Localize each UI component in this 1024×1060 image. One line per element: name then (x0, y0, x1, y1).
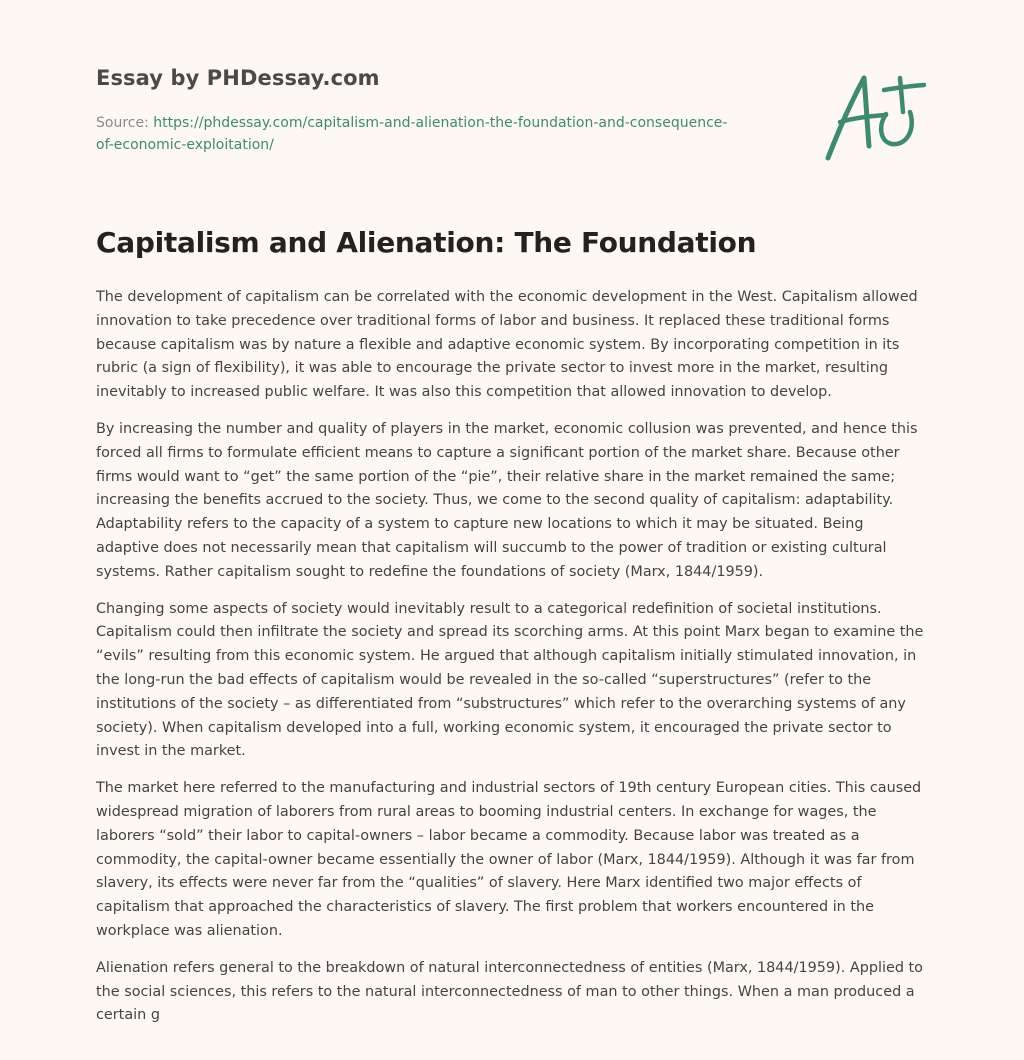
article-title: Capitalism and Alienation: The Foundation (96, 226, 757, 259)
source-line (96, 112, 736, 156)
paragraph: By increasing the number and quality of players in the market, economic collusion was prevented, and hence this forced all firms to formulate efficient means to capture a significant portion of the market share. Because other firms would want to “get” the same portion of the “pie”, their relative share in the market remained the same; increasing the benefits accrued to the society. Thus, we come to the second quality of capitalism: adaptability. Adaptability refers to the capacity of a system to capture new locations to which it may be situated. Being adaptive does not necessarily mean that capitalism will succumb to the power of tradition or existing cultural systems. Rather capitalism sought to redefine the foundations of society (Marx, 1844/1959). (96, 420, 918, 580)
site-brand: Essay by PHDessay.com (96, 66, 380, 90)
a-plus-logo-icon (822, 70, 926, 164)
paragraph: Alienation refers general to the breakdown of natural interconnectedness of entities (Marx, 1844/1959). Applied to the social sciences, this refers to the natural interconnectedness of man to other things. When a man produced a certain g (96, 959, 923, 1024)
paragraph: Changing some aspects of society would inevitably result to a categorical redefinition of societal institutions. Capitalism could then infiltrate the society and spread its scorching arms. At this point Marx began to examine the “evils” resulting from this economic system. He argued that although capitalism initially stimulated innovation, in the long-run the bad effects of capitalism would be revealed in the so-called “superstructures” (refer to the institutions of the society – as differentiated from “substructures” which refer to the overarching systems of any society). When capitalism developed into a full, working economic system, it encouraged the private sector to invest in the market. (96, 600, 924, 760)
article-body (96, 286, 930, 1041)
source-label: Source: (96, 115, 154, 131)
paragraph: The market here referred to the manufacturing and industrial sectors of 19th century European cities. This caused widespread migration of laborers from rural areas to booming industrial centers. In exchange for wages, the laborers “sold” their labor to capital-owners – labor became a commodity. Because labor was treated as a commodity, the capital-owner became essentially the owner of labor (Marx, 1844/1959). Although it was far from slavery, its effects were never far from the “qualities” of slavery. Here Marx identified two major effects of capitalism that approached the characteristics of slavery. The first problem that workers encountered in the workplace was alienation. (96, 780, 922, 939)
paragraph: The development of capitalism can be correlated with the economic development in the West. Capitalism allowed innovation to take precedence over traditional forms of labor and business. It replaced these traditional forms because capitalism was by nature a flexible and adaptive economic system. By incorporating competition in its rubric (a sign of flexibility), it was able to encourage the private sector to invest more in the market, resulting inevitably to increased public welfare. It was also this competition that allowed innovation to develop. (96, 289, 918, 401)
source-link[interactable]: https://phdessay.com/capitalism-and-alienation-the-foundation-and-consequence-of-economic-exploitation/ (96, 115, 728, 153)
